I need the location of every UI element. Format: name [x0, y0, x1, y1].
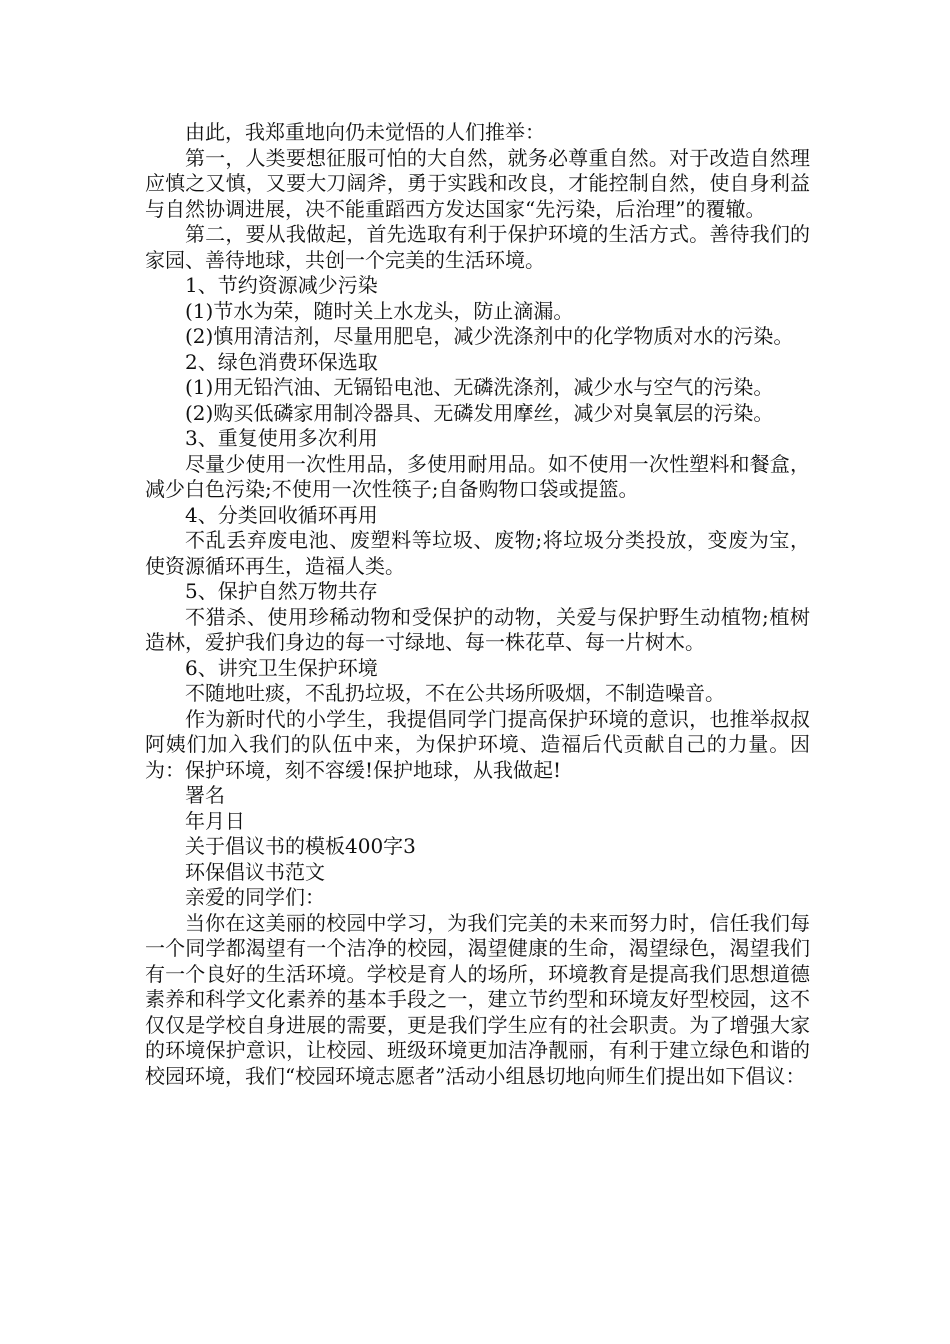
salutation: 亲爱的同学们： [185, 885, 325, 909]
list-item: (1)节水为荣，随时关上水龙头，防止滴漏。 [185, 298, 574, 323]
section-heading: 4、分类回收循环再用 [185, 502, 378, 527]
section-heading: 1、节约资源减少污染 [185, 273, 378, 297]
document-body [145, 120, 810, 1089]
document-title: 关于倡议书的模板400字3 [185, 834, 416, 858]
signature: 署名 [185, 783, 225, 807]
list-item: (2)购买低磷家用制冷器具、无磷发用摩丝，减少对臭氧层的污染。 [185, 400, 774, 425]
section-heading: 3、重复使用多次利用 [185, 426, 378, 450]
paragraph: 第一，人类要想征服可怕的大自然，就务必尊重自然。对于改造自然理应慎之又慎，又要大刀阔斧，勇于实践和改良，才能控制自然，使自身利益与自然协调进展，决不能重蹈西方发达国家“先污染，后治理”的覆辙。 [145, 145, 810, 221]
list-item: (2)慎用清洁剂，尽量用肥皂，减少洗涤剂中的化学物质对水的污染。 [185, 324, 794, 348]
paragraph: 作为新时代的小学生，我提倡同学门提高保护环境的意识，也推举叔叔阿姨们加入我们的队伍中来，为保护环境、造福后代贡献自己的力量。因为：保护环境，刻不容缓!保护地球，从我做起! [145, 706, 810, 782]
list-item: (1)用无铅汽油、无镉铅电池、无磷洗涤剂，减少水与空气的污染。 [185, 375, 774, 399]
paragraph: 不随地吐痰，不乱扔垃圾，不在公共场所吸烟，不制造噪音。 [185, 681, 725, 705]
section-heading: 5、保护自然万物共存 [185, 579, 378, 603]
paragraph: 不猎杀、使用珍稀动物和受保护的动物，关爱与保护野生动植物;植树造林，爱护我们身边的每一寸绿地、每一株花草、每一片树木。 [145, 604, 810, 654]
document-subtitle: 环保倡议书范文 [185, 859, 325, 884]
section-heading: 6、讲究卫生保护环境 [185, 655, 378, 680]
paragraph: 当你在这美丽的校园中学习，为我们完美的未来而努力时，信任我们每一个同学都渴望有一个洁净的校园，渴望健康的生命，渴望绿色，渴望我们有一个良好的生活环境。学校是育人的场所，环境教育是提高我们思想道德素养和科学文化素养的基本手段之一，建立节约型和环境友好型校园，这不仅仅是学校自身进展的需要，更是我们学生应有的社会职责。为了增强大家的环境保护意识，让校园、班级环境更加洁净靓丽，有利于建立绿色和谐的校园环境，我们“校园环境志愿者”活动小组恳切地向师生们提出如下倡议： [145, 910, 810, 1088]
paragraph: 不乱丢弃废电池、废塑料等垃圾、废物;将垃圾分类投放，变废为宝，使资源循环再生，造福人类。 [145, 528, 810, 578]
section-heading: 2、绿色消费环保选取 [185, 349, 378, 374]
paragraph: 尽量少使用一次性用品，多使用耐用品。如不使用一次性塑料和餐盒，减少白色污染;不使用一次性筷子;自备购物口袋或提篮。 [145, 451, 810, 501]
date-line: 年月日 [185, 808, 245, 833]
paragraph: 由此，我郑重地向仍未觉悟的人们推举： [185, 120, 545, 144]
paragraph: 第二，要从我做起，首先选取有利于保护环境的生活方式。善待我们的家园、善待地球，共创一个完美的生活环境。 [145, 222, 810, 272]
